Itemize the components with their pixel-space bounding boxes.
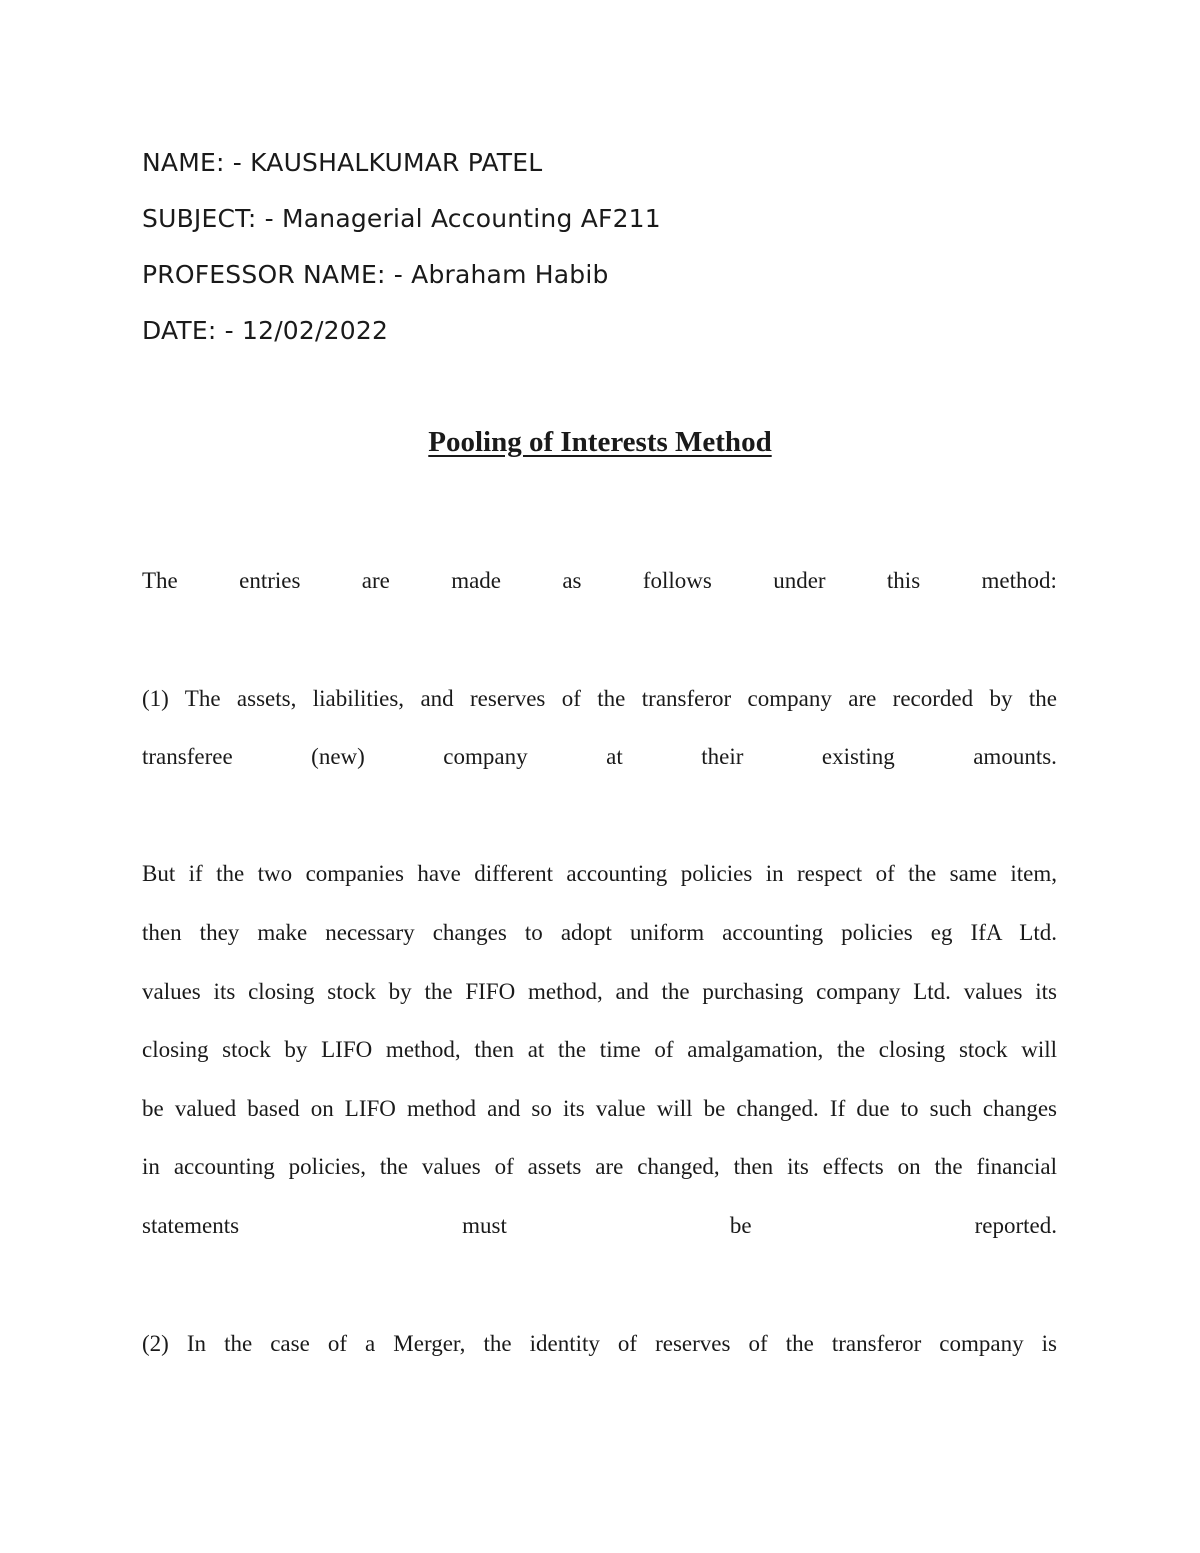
word: this — [886, 568, 921, 593]
word: under — [773, 568, 826, 593]
date-line: DATE: - 12/02/2022 — [142, 316, 389, 345]
para-line2: then they make necessary changes to adopt uniform accounting policies eg IfA Ltd. — [142, 920, 1057, 945]
word: follows — [642, 568, 712, 593]
intro-line — [142, 566, 1057, 596]
word: statements — [142, 1213, 240, 1238]
para-line4: closing stock by LIFO method, then at the time of amalgamation, the closing stock will — [142, 1037, 1057, 1062]
para-line5: be valued based on LIFO method and so its value will be changed. If due to such changes — [142, 1096, 1057, 1121]
word: amounts. — [973, 744, 1057, 769]
word: be — [729, 1213, 752, 1238]
para-line6: in accounting policies, the values of assets are changed, then its effects on the financial — [142, 1154, 1057, 1179]
word: must — [462, 1213, 507, 1238]
point1-line1: (1) The assets, liabilities, and reserves of the transferor company are recorded by the — [142, 686, 1057, 711]
word: The — [142, 568, 178, 593]
word: at — [606, 744, 623, 769]
word: transferee — [142, 744, 233, 769]
word: made — [451, 568, 501, 593]
para-line3: values its closing stock by the FIFO method, and the purchasing company Ltd. values its — [142, 979, 1057, 1004]
subject-line: SUBJECT: - Managerial Accounting AF211 — [142, 204, 661, 233]
student-name: NAME: - KAUSHALKUMAR PATEL — [142, 148, 543, 177]
word: entries — [239, 568, 301, 593]
para-line7 — [142, 1211, 1057, 1241]
document-title: Pooling of Interests Method — [428, 426, 772, 458]
word: company — [443, 744, 528, 769]
professor-name: PROFESSOR NAME: - Abraham Habib — [142, 260, 609, 289]
word: method: — [981, 568, 1057, 593]
word: reported. — [974, 1213, 1057, 1238]
word: their — [701, 744, 744, 769]
word: (new) — [311, 744, 365, 769]
point2-line1: (2) In the case of a Merger, the identity of reserves of the transferor company is — [142, 1331, 1057, 1356]
word: are — [361, 568, 390, 593]
word: existing — [821, 744, 895, 769]
point1-line2 — [142, 742, 1057, 772]
para-line1: But if the two companies have different accounting policies in respect of the same item, — [142, 861, 1057, 886]
word: as — [562, 568, 582, 593]
